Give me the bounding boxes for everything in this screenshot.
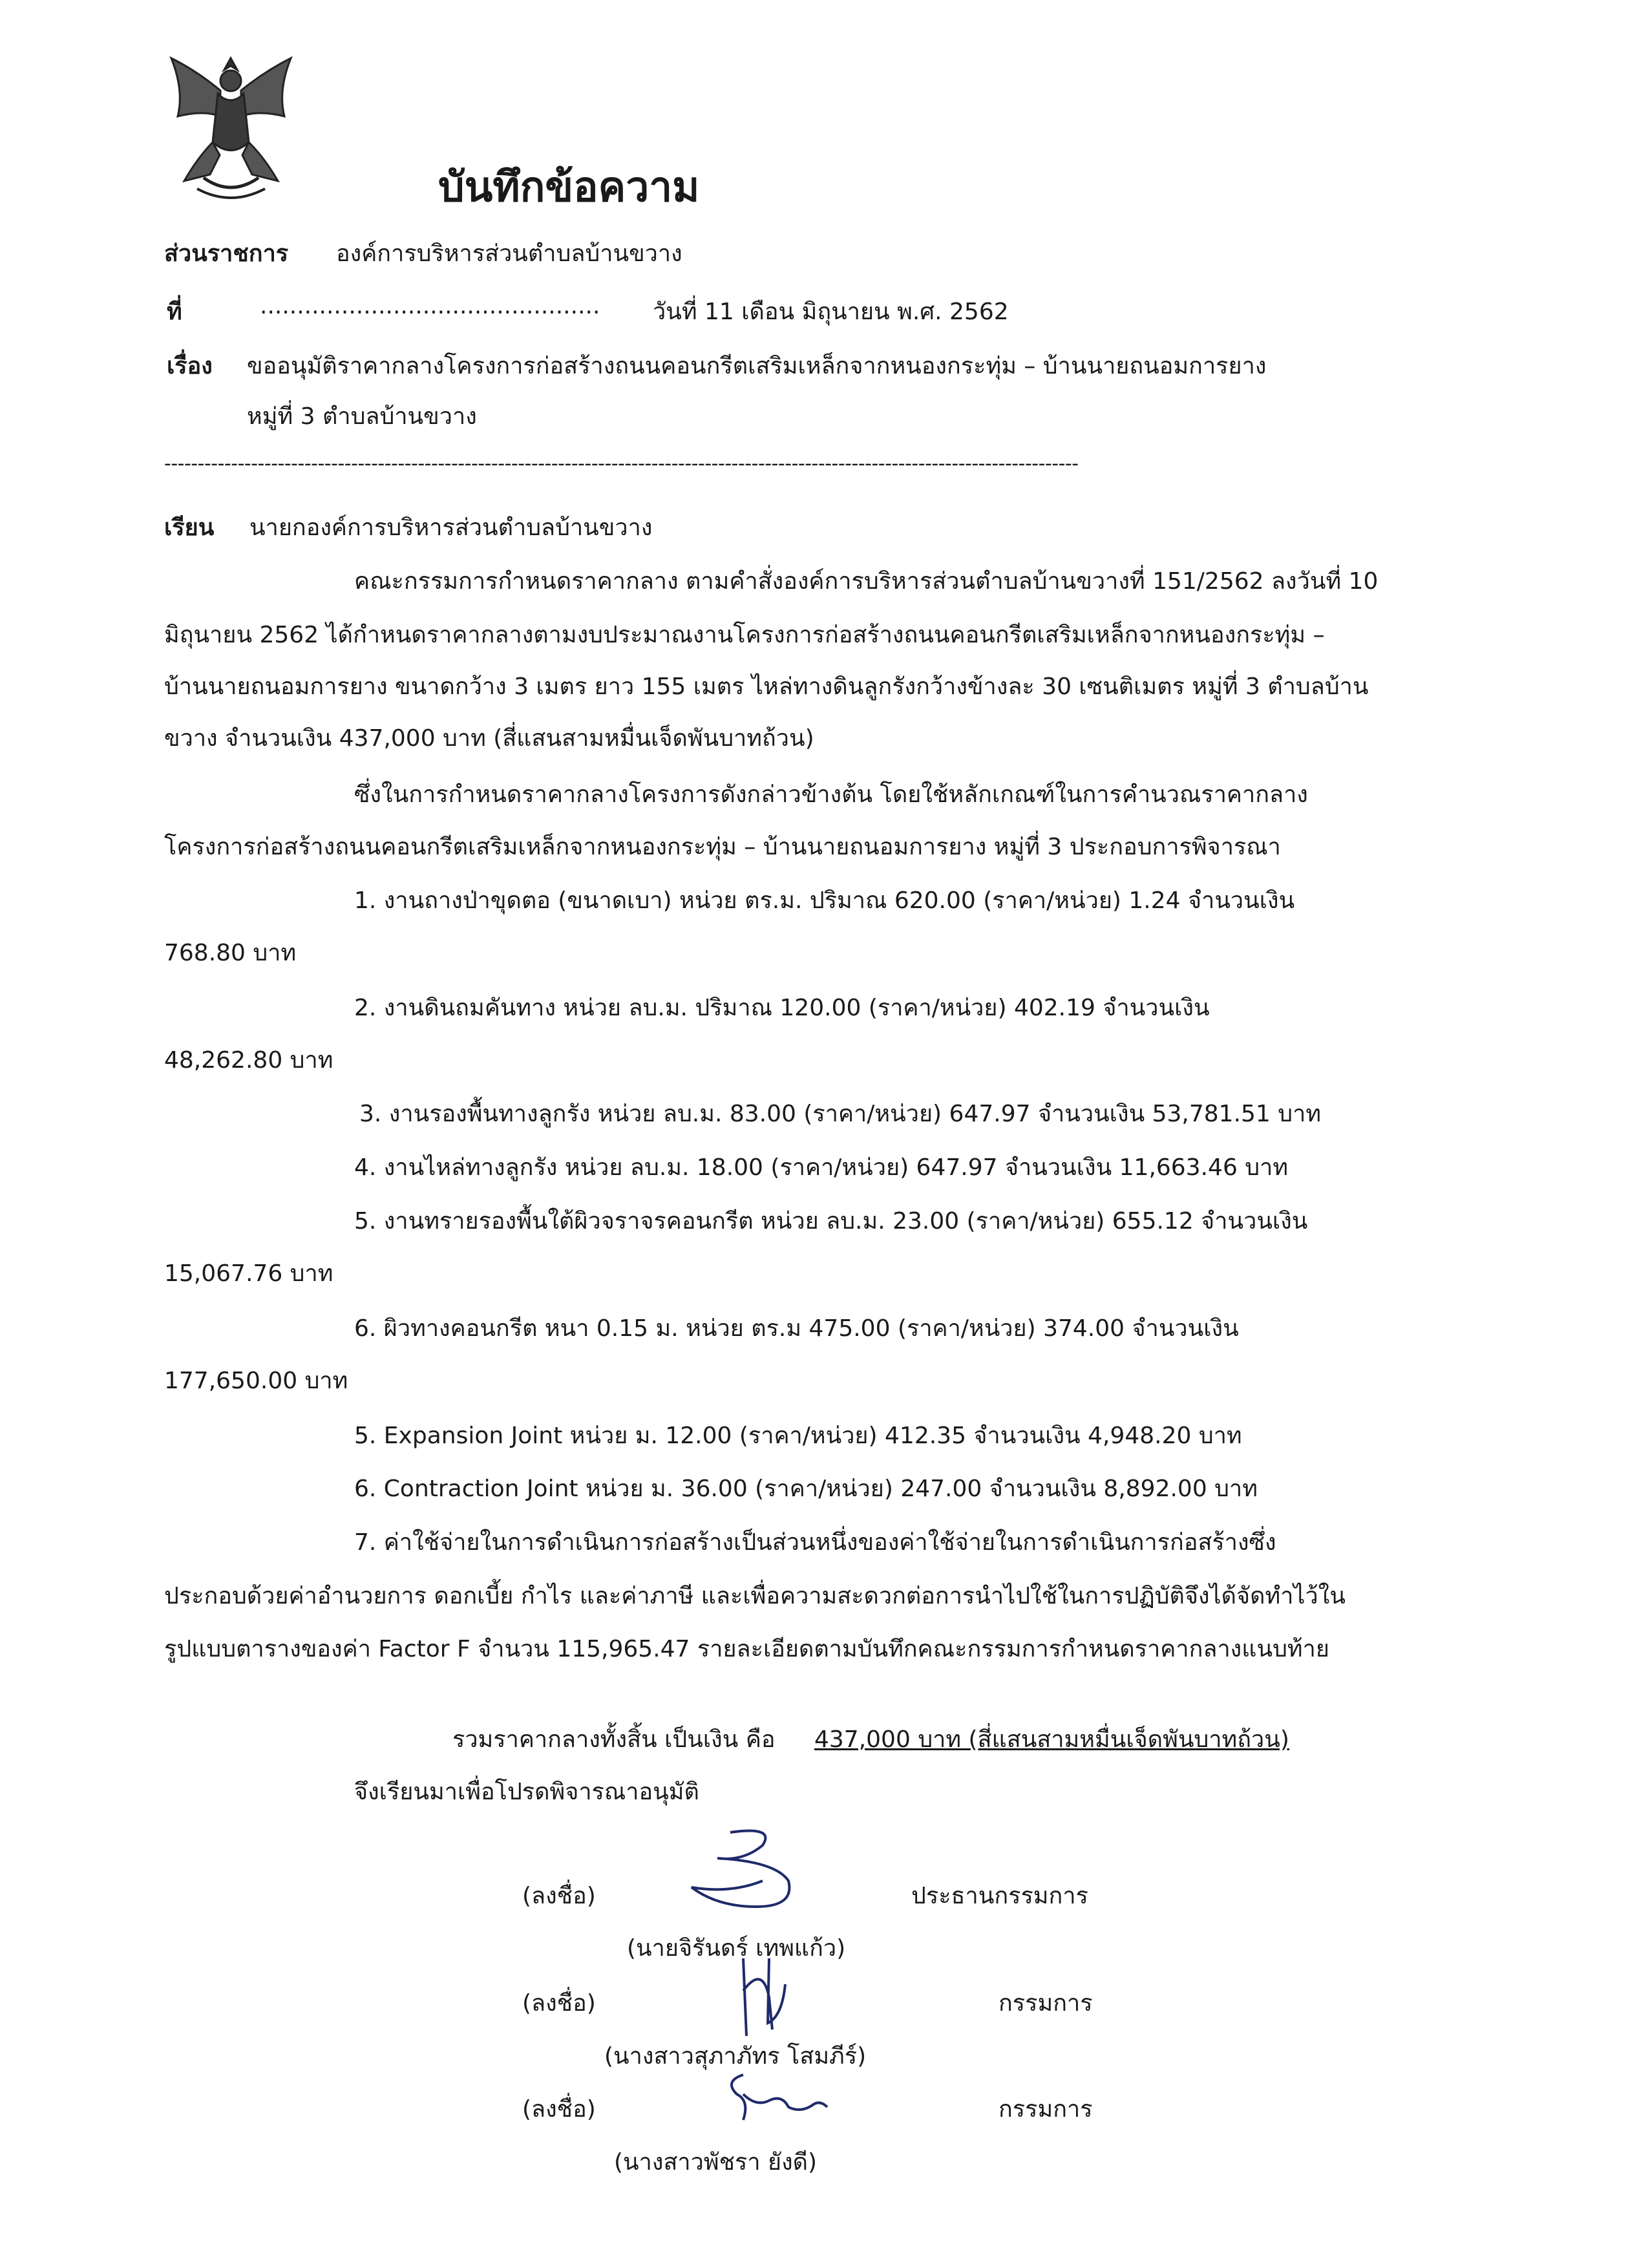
- total-value: 437,000 บาท (สี่แสนสามหมื่นเจ็ดพันบาทถ้วน): [814, 1726, 1289, 1753]
- signature-1-icon: [679, 1823, 814, 1920]
- divider: -----------------------------------------------------------------------------------------------------------------------------------------: [164, 452, 1079, 475]
- para1-line3: บ้านนายถนอมการยาง ขนาดกว้าง 3 เมตร ยาว 155 เมตร ไหล่ทางดินลูกรังกว้างข้างละ 30 เซนติเมตร หมู่ที่ 3 ตำบลบ้าน: [164, 673, 1369, 700]
- date-text: วันที่ 11 เดือน มิถุนายน พ.ศ. 2562: [653, 299, 1009, 325]
- subject-label: เรื่อง: [167, 353, 213, 379]
- subject-line-2: หมู่ที่ 3 ตำบลบ้านขวาง: [247, 403, 477, 430]
- item-1-line1: 1. งานถางป่าขุดตอ (ขนาดเบา) หน่วย ตร.ม. ปริมาณ 620.00 (ราคา/หน่วย) 1.24 จำนวนเงิน: [354, 887, 1295, 914]
- closing-text: จึงเรียนมาเพื่อโปรดพิจารณาอนุมัติ: [354, 1779, 699, 1805]
- ref-label: ที่: [167, 299, 182, 325]
- role-1: ประธานกรรมการ: [911, 1883, 1088, 1909]
- sign-label-2: (ลงชื่อ): [522, 1990, 596, 2017]
- item-3: 3. งานรองพื้นทางลูกรัง หน่วย ลบ.ม. 83.00 (ราคา/หน่วย) 647.97 จำนวนเงิน 53,781.51 บาท: [359, 1101, 1322, 1127]
- signer-name-1: (นายจิรันดร์ เทพแก้ว): [627, 1935, 846, 1962]
- memo-title: บันทึกข้อความ: [438, 164, 700, 211]
- item-7-line3: รูปแบบตารางของค่า Factor F จำนวน 115,965.47 รายละเอียดตามบันทึกคณะกรรมการกำหนดราคากลางแนบท้าย: [164, 1636, 1329, 1662]
- item-5-line1: 5. งานทรายรองพื้นใต้ผิวจราจรคอนกรีต หน่วย ลบ.ม. 23.00 (ราคา/หน่วย) 655.12 จำนวนเงิน: [354, 1208, 1308, 1235]
- item-6-line2: 177,650.00 บาท: [164, 1368, 348, 1394]
- ref-dots: ..............................................: [260, 293, 600, 319]
- para2-line1: ซึ่งในการกำหนดราคากลางโครงการดังกล่าวข้างต้น โดยใช้หลักเกณฑ์ในการคำนวณราคากลาง: [354, 781, 1308, 808]
- sign-label-3: (ลงชื่อ): [522, 2096, 596, 2123]
- signer-name-2: (นางสาวสุภาภัทร โสมภีร์): [604, 2043, 867, 2070]
- item-1-line2: 768.80 บาท: [164, 940, 297, 966]
- item-7-line1: 7. ค่าใช้จ่ายในการดำเนินการก่อสร้างเป็นส่วนหนึ่งของค่าใช้จ่ายในการดำเนินการก่อสร้างซึ่ง: [354, 1529, 1276, 1556]
- agency-value: องค์การบริหารส่วนตำบลบ้านขวาง: [336, 240, 682, 267]
- item-expansion-joint: 5. Expansion Joint หน่วย ม. 12.00 (ราคา/หน่วย) 412.35 จำนวนเงิน 4,948.20 บาท: [354, 1423, 1242, 1449]
- garuda-emblem-icon: [158, 45, 304, 200]
- para1-line4: ขวาง จำนวนเงิน 437,000 บาท (สี่แสนสามหมื่นเจ็ดพันบาทถ้วน): [164, 725, 814, 752]
- para2-line2: โครงการก่อสร้างถนนคอนกรีตเสริมเหล็กจากหนองกระทุ่ม – บ้านนายถนอมการยาง หมู่ที่ 3 ประกอบการพิจารณา: [164, 834, 1281, 860]
- item-2-line1: 2. งานดินถมคันทาง หน่วย ลบ.ม. ปริมาณ 120.00 (ราคา/หน่วย) 402.19 จำนวนเงิน: [354, 995, 1210, 1021]
- signature-2-icon: [724, 1945, 795, 2042]
- to-value: นายกองค์การบริหารส่วนตำบลบ้านขวาง: [249, 514, 653, 541]
- role-3: กรรมการ: [998, 2096, 1093, 2123]
- item-7-line2: ประกอบด้วยค่าอำนวยการ ดอกเบี้ย กำไร และค่าภาษี และเพื่อความสะดวกต่อการนำไปใช้ในการปฏิบัติจึงได้จัดทำไว้ใน: [164, 1583, 1346, 1609]
- to-label: เรียน: [164, 514, 215, 541]
- item-2-line2: 48,262.80 บาท: [164, 1047, 333, 1074]
- para1-line1: คณะกรรมการกำหนดราคากลาง ตามคำสั่งองค์การบริหารส่วนตำบลบ้านขวางที่ 151/2562 ลงวันที่ 10: [354, 568, 1379, 595]
- signature-3-icon: [717, 2062, 834, 2139]
- signer-name-3: (นางสาวพัชรา ยังดี): [614, 2149, 818, 2176]
- subject-line-1: ขออนุมัติราคากลางโครงการก่อสร้างถนนคอนกรีตเสริมเหล็กจากหนองกระทุ่ม – บ้านนายถนอมการยาง: [247, 353, 1267, 379]
- item-6-line1: 6. ผิวทางคอนกรีต หนา 0.15 ม. หน่วย ตร.ม 475.00 (ราคา/หน่วย) 374.00 จำนวนเงิน: [354, 1315, 1239, 1342]
- sign-label-1: (ลงชื่อ): [522, 1883, 596, 1909]
- item-4: 4. งานไหล่ทางลูกรัง หน่วย ลบ.ม. 18.00 (ราคา/หน่วย) 647.97 จำนวนเงิน 11,663.46 บาท: [354, 1154, 1289, 1181]
- item-5-line2: 15,067.76 บาท: [164, 1260, 333, 1287]
- agency-label: ส่วนราชการ: [164, 240, 289, 267]
- item-contraction-joint: 6. Contraction Joint หน่วย ม. 36.00 (ราคา/หน่วย) 247.00 จำนวนเงิน 8,892.00 บาท: [354, 1476, 1258, 1502]
- para1-line2: มิถุนายน 2562 ได้กำหนดราคากลางตามงบประมาณงานโครงการก่อสร้างถนนคอนกรีตเสริมเหล็กจากหนองกระทุ่ม –: [164, 622, 1325, 648]
- role-2: กรรมการ: [998, 1990, 1093, 2017]
- total-prefix: รวมราคากลางทั้งสิ้น เป็นเงิน คือ: [452, 1726, 776, 1753]
